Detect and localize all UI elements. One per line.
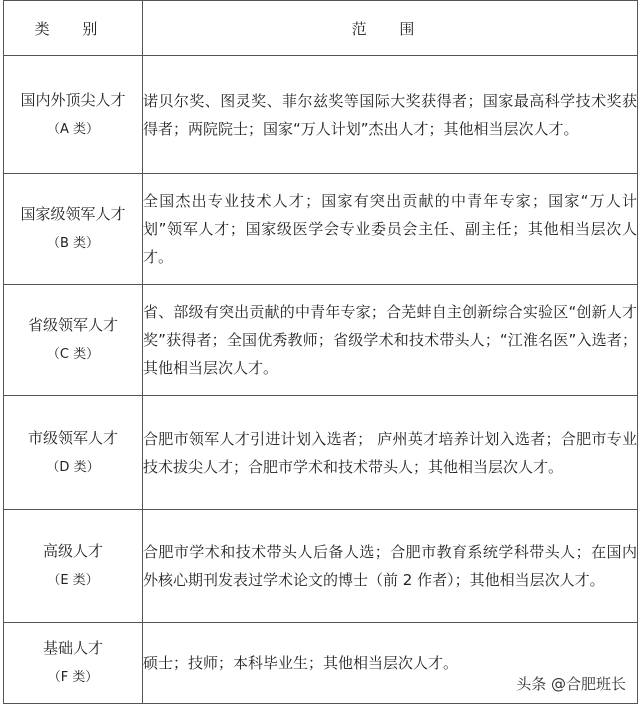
- category-code: （C 类）: [46, 347, 100, 362]
- category-code: （D 类）: [46, 459, 100, 475]
- category-cell: [4, 623, 143, 704]
- source-watermark: 头条 @合肥班长: [516, 675, 626, 693]
- scope-cell: 省、部级有突出贡献的中青年专家；合芜蚌自主创新综合实验区“创新人才奖”获得者；全国优秀教师；省级学术和技术带头人；“江淮名医”入选者；其他相当层次人才。: [143, 285, 638, 396]
- scope-cell: 硕士；技师；本科毕业生；其他相当层次人才。: [143, 623, 638, 704]
- category-name: 国家级领军人才: [20, 205, 126, 223]
- table-row: [4, 285, 638, 396]
- table-row: [4, 396, 638, 510]
- table-header-row: [4, 1, 638, 56]
- table-row: [4, 174, 638, 285]
- category-code: （F 类）: [47, 670, 99, 685]
- category-cell: [4, 396, 143, 510]
- scope-cell: 诺贝尔奖、图灵奖、菲尔兹奖等国际大奖获得者；国家最高科学技术奖获得者；两院院士；国家“万人计划”杰出人才；其他相当层次人才。: [143, 56, 638, 174]
- table-row: [4, 56, 638, 174]
- header-scope: 范 围: [143, 1, 638, 56]
- scope-cell: 合肥市领军人才引进计划入选者； 庐州英才培养计划入选者；合肥市专业技术拔尖人才；合肥市学术和技术带头人；其他相当层次人才。: [143, 396, 638, 510]
- category-name: 基础人才: [42, 639, 103, 657]
- header-category: 类 别: [4, 1, 143, 56]
- category-code: （A 类）: [46, 121, 100, 137]
- category-cell: [4, 56, 143, 174]
- category-name: 国内外顶尖人才: [20, 90, 126, 109]
- category-code: （B 类）: [46, 236, 100, 251]
- table-row: [4, 510, 638, 623]
- category-name: 省级领军人才: [27, 316, 118, 334]
- talent-category-table: [3, 0, 638, 704]
- category-code: （E 类）: [47, 573, 99, 588]
- category-name: 市级领军人才: [27, 428, 118, 447]
- scope-cell: 全国杰出专业技术人才；国家有突出贡献的中青年专家；国家“万人计划”领军人才；国家级医学会专业委员会主任、副主任；其他相当层次人才。: [143, 174, 638, 285]
- scope-cell: 合肥市学术和技术带头人后备人选；合肥市教育系统学科带头人；在国内外核心期刊发表过学术论文的博士（前 2 作者）；其他相当层次人才。: [143, 510, 638, 623]
- category-cell: [4, 510, 143, 623]
- category-cell: [4, 174, 143, 285]
- category-name: 高级人才: [42, 542, 103, 560]
- category-cell: [4, 285, 143, 396]
